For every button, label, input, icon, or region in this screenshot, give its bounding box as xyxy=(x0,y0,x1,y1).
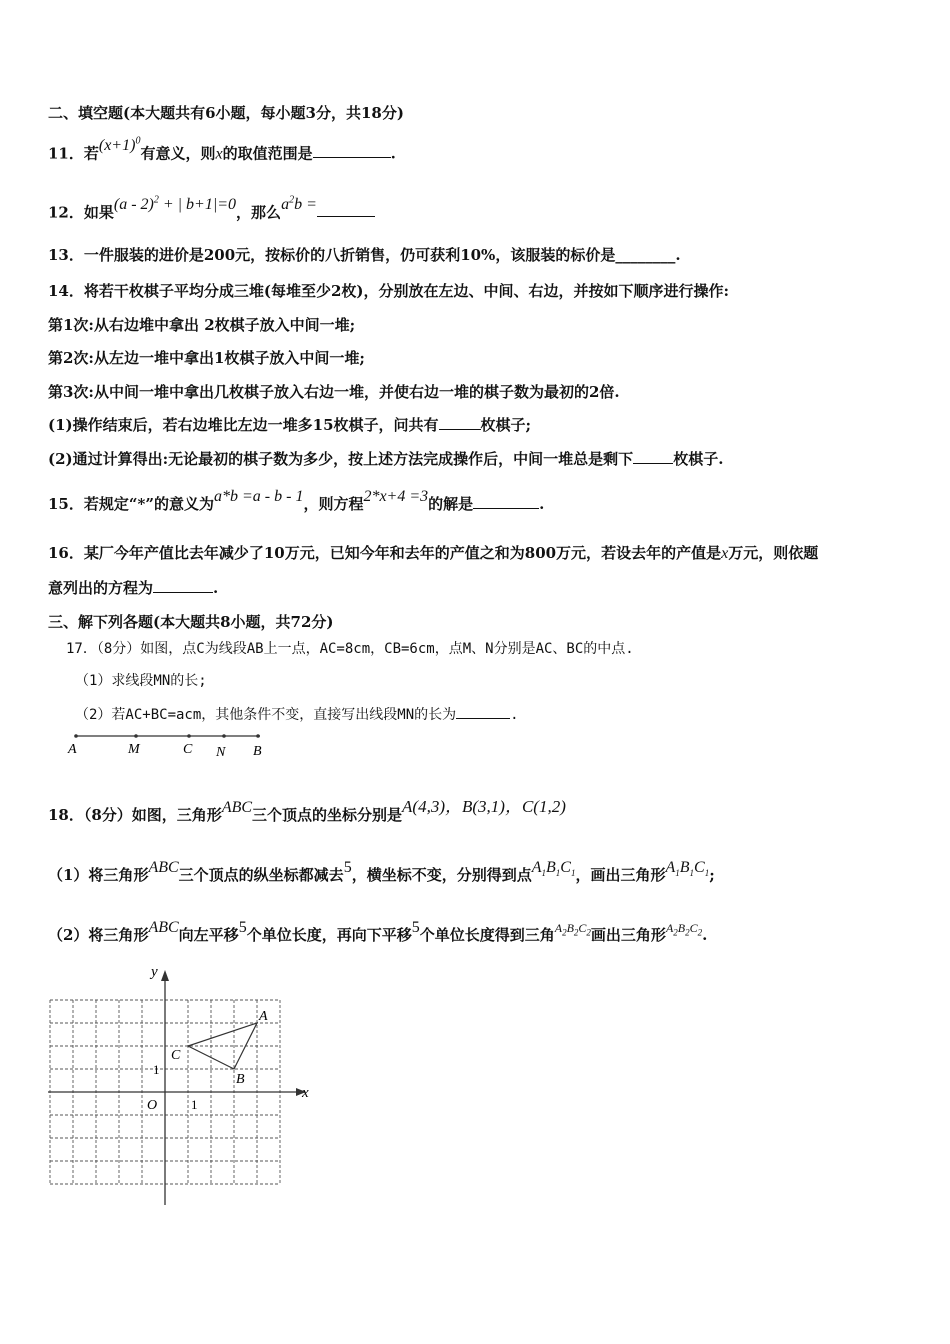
q18-p1-points: $A_1B_1C_1$ xyxy=(531,859,576,879)
section-2-title: 二、填空题(本大题共有6小题，每小题3分，共18分) xyxy=(48,104,404,122)
question-11 xyxy=(48,136,396,164)
q17-intro-text: 17．（8分）如图，点C为线段AB上一点，AC=8cm，CB=6cm，点M、N分别是AC、BC的中点. xyxy=(66,641,634,657)
question-18-intro xyxy=(48,797,566,826)
q11-expression xyxy=(99,137,141,154)
q18-p2-end: . xyxy=(702,926,708,944)
q12-expr: (a - 2) xyxy=(113,196,154,214)
question-17-part-1 xyxy=(75,670,207,691)
q15-expression: a*b =a - b - 1 xyxy=(213,488,304,505)
q17-p2-text: （2）若AC+BC=acm，其他条件不变，直接写出线段MN的长为 xyxy=(75,707,457,723)
q11-answer-blank[interactable] xyxy=(313,143,391,158)
question-14-step-1: 第1次:从右边堆中拿出 2枚棋子放入中间一堆; xyxy=(48,316,356,334)
q11-expr: (x+1) xyxy=(98,137,136,155)
q12-expr-2: + | b+1|=0 xyxy=(162,196,237,214)
origin-label: O xyxy=(147,1098,158,1113)
q15-answer-blank[interactable] xyxy=(473,494,539,509)
vertex-label-c: C xyxy=(171,1048,181,1063)
q15-end: . xyxy=(539,495,545,513)
question-16-line-1 xyxy=(48,543,818,564)
label-n: N xyxy=(216,745,226,758)
q11-number: 11．若 xyxy=(48,144,99,163)
q17-p1-text: （1）求线段MN的长; xyxy=(75,673,207,689)
question-18-part-1 xyxy=(48,859,715,891)
q18-coordinates: A(4,3)，B(3,1)，C(1,2) xyxy=(402,797,566,816)
q18-p2-text-3: 个单位长度，再向下平移 xyxy=(246,926,412,944)
q18-p2-triangle-a: A2B2C2 xyxy=(554,921,591,938)
q11-end: . xyxy=(390,144,396,163)
label-c: C xyxy=(183,742,193,757)
q12-expr-3a: a xyxy=(281,196,290,214)
point-b-dot xyxy=(256,734,260,738)
q18-p2-number-1: 5 xyxy=(238,919,247,936)
label-m: M xyxy=(128,742,140,757)
q18-p2-text-5: 画出三角形 xyxy=(590,926,666,944)
q14-p2-blank[interactable] xyxy=(633,449,673,464)
q11-text-2: 的取值范围是 xyxy=(222,144,313,163)
question-15 xyxy=(48,488,545,515)
q18-abc: ABC xyxy=(221,799,253,816)
question-14-step-2: 第2次:从左边一堆中拿出1枚棋子放入中间一堆; xyxy=(48,349,365,367)
q18-p2-abc: ABC xyxy=(148,919,179,936)
q11-variable: x xyxy=(215,145,223,163)
q18-p1-end: ; xyxy=(709,866,715,884)
q12-number: 12．如果 xyxy=(48,203,114,222)
question-17-intro xyxy=(66,638,634,659)
q11-exponent: 0 xyxy=(135,136,141,147)
y-tick-label: 1 xyxy=(153,1062,160,1077)
q18-p1-number: 5 xyxy=(343,859,352,876)
point-m-dot xyxy=(134,734,138,738)
question-16-line-2 xyxy=(48,578,218,598)
q16-text-2: 万元，则依题 xyxy=(728,544,819,562)
q12-exponent: 2 xyxy=(153,195,159,206)
question-13: 13．一件服装的进价是200元，按标价的八折销售，仍可获利10%，该服装的标价是________. xyxy=(48,246,681,264)
question-14-intro: 14．将若干枚棋子平均分成三堆(每堆至少2枚)，分别放在左边、中间、右边，并按如下顺序进行操作: xyxy=(48,282,730,300)
q18-text-2: 三个顶点的坐标分别是 xyxy=(252,806,403,824)
q12-text-1: ，那么 xyxy=(236,203,282,222)
q18-p2-triangle-b: A2B2C2 xyxy=(665,921,703,938)
question-18-part-2 xyxy=(48,919,708,950)
point-c-dot xyxy=(187,734,191,738)
q18-text-1: 18．（8分）如图，三角形 xyxy=(48,806,222,824)
vertex-label-b: B xyxy=(236,1072,245,1087)
q18-p1-text-2: 三个顶点的纵坐标都减去 xyxy=(178,866,344,884)
x-axis-label: x xyxy=(302,1085,309,1101)
q15-number: 15．若规定“*”的意义为 xyxy=(48,495,214,513)
q14-p2-text: (2)通过计算得出:无论最初的棋子数为多少，按上述方法完成操作后，中间一堆总是剩下 xyxy=(48,450,634,468)
question-17-part-2 xyxy=(75,704,519,725)
vertex-label-a: A xyxy=(259,1009,268,1024)
q14-p2-end: 枚棋子. xyxy=(673,450,724,468)
y-axis-label: y xyxy=(151,964,158,980)
point-a-dot xyxy=(74,734,78,738)
q16-text-3: 意列出的方程为 xyxy=(48,579,154,597)
q18-p2-text-1: （2）将三角形 xyxy=(48,926,149,944)
point-n-dot xyxy=(222,734,226,738)
x-tick-label: 1 xyxy=(191,1097,198,1112)
q15-text-2: 的解是 xyxy=(428,495,474,513)
q18-p1-text-3: ，横坐标不变，分别得到点 xyxy=(351,866,532,884)
question-14-part-2 xyxy=(48,449,723,469)
q16-end: . xyxy=(213,579,219,597)
q15-equation: 2*x+4 =3 xyxy=(363,488,429,505)
q15-text-1: ，则方程 xyxy=(303,495,364,513)
question-14-part-1 xyxy=(48,415,531,435)
q16-answer-blank[interactable] xyxy=(153,578,213,593)
q14-p1-blank[interactable] xyxy=(439,415,481,430)
q16-variable: x xyxy=(721,545,729,562)
q11-text-1: 有意义，则 xyxy=(140,144,216,163)
q14-p1-text: (1)操作结束后，若右边堆比左边一堆多15枚棋子，问共有 xyxy=(48,416,439,434)
q14-p1-end: 枚棋子; xyxy=(480,416,532,434)
y-axis-arrow-icon xyxy=(161,970,169,981)
q18-p1-triangle: $A_1B_1C_1$ xyxy=(665,859,710,879)
q12-answer-blank[interactable] xyxy=(317,202,375,217)
q18-p1-text-4: ，画出三角形 xyxy=(575,866,666,884)
q12-exponent-3: 2 xyxy=(289,195,295,206)
q12-expr-3b: b = xyxy=(294,196,317,214)
q16-text-1: 16．某厂今年产值比去年减少了10万元，已知今年和去年的产值之和为800万元，若设去年的产值是 xyxy=(48,544,722,562)
section-3-title: 三、解下列各题(本大题共8小题，共72分) xyxy=(48,613,334,631)
q12-expression-3 xyxy=(281,196,317,213)
coordinate-grid-figure xyxy=(40,960,320,1210)
q18-p2-text-2: 向左平移 xyxy=(178,926,239,944)
q17-p2-end: . xyxy=(510,707,519,723)
q18-p2-text-4: 个单位长度得到三角 xyxy=(419,926,555,944)
q17-answer-blank[interactable] xyxy=(456,704,510,719)
question-12 xyxy=(48,195,375,223)
q18-p1-abc: ABC xyxy=(148,859,179,876)
segment-figure xyxy=(60,728,270,758)
question-14-step-3: 第3次:从中间一堆中拿出几枚棋子放入右边一堆，并使右边一堆的棋子数为最初的2倍. xyxy=(48,383,620,401)
q12-expression xyxy=(114,196,236,213)
label-b: B xyxy=(253,744,262,758)
q18-p2-number-2: 5 xyxy=(411,919,420,936)
label-a: A xyxy=(68,742,77,757)
q18-p1-text-1: （1）将三角形 xyxy=(48,866,149,884)
